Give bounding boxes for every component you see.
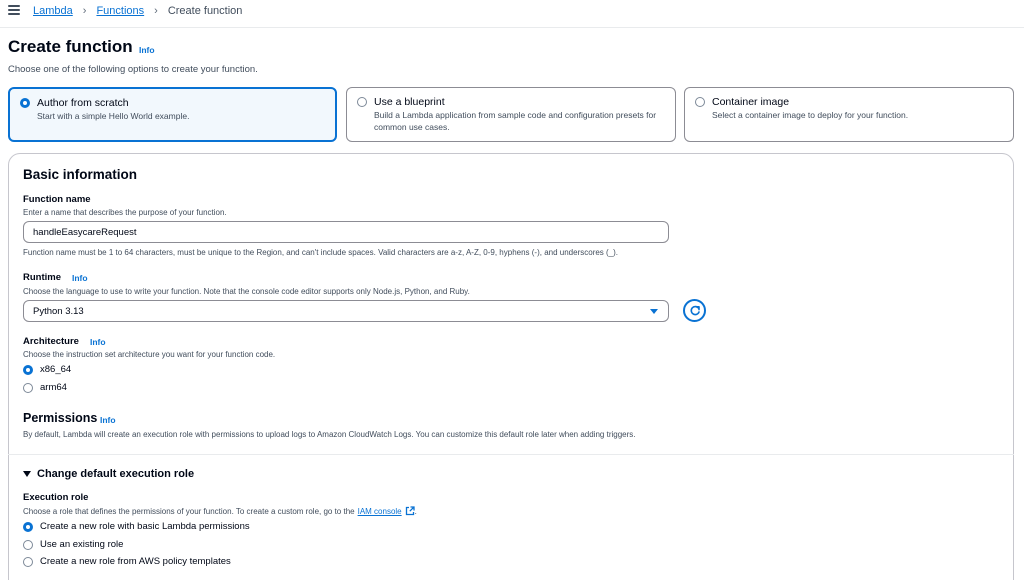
runtime-label: Runtime: [23, 272, 61, 283]
page-description: Choose one of the following options to create your function.: [8, 64, 258, 75]
radio-use-blueprint[interactable]: [357, 97, 367, 107]
option-description: Select a container image to deploy for your function.: [712, 110, 909, 120]
radio-label: Create a new role from AWS policy templates: [40, 556, 231, 567]
caret-down-icon: [23, 471, 31, 477]
breadcrumb-functions[interactable]: Functions: [96, 5, 145, 17]
radio-author-from-scratch[interactable]: [20, 98, 30, 108]
role-option-existing[interactable]: [23, 539, 123, 550]
option-title: Use a blueprint: [374, 96, 445, 108]
caret-down-icon: [650, 309, 658, 314]
runtime-select[interactable]: [23, 300, 669, 322]
header-divider: [0, 27, 1024, 28]
iam-console-link[interactable]: IAM console: [357, 506, 402, 516]
option-description: Build a Lambda application from sample code and configuration presets for common use cases.: [374, 110, 657, 132]
option-description: Start with a simple Hello World example.: [37, 111, 190, 121]
radio-label: x86_64: [40, 364, 72, 375]
architecture-info-link[interactable]: Info: [90, 337, 106, 347]
breadcrumb: [33, 5, 242, 17]
option-author-from-scratch[interactable]: [8, 87, 337, 142]
option-title: Container image: [712, 96, 790, 108]
option-container-image[interactable]: [684, 87, 1014, 142]
radio-new-basic-role[interactable]: [23, 522, 33, 532]
function-name-label: Function name: [23, 194, 91, 205]
option-use-blueprint[interactable]: [346, 87, 676, 142]
refresh-icon: [689, 305, 701, 317]
title-info-link[interactable]: Info: [139, 45, 155, 55]
radio-label: arm64: [40, 382, 67, 393]
role-option-new-basic[interactable]: [23, 521, 250, 532]
description-suffix: .: [414, 506, 417, 516]
refresh-runtime-button[interactable]: [683, 299, 706, 322]
page-title: Create function: [8, 37, 133, 56]
chevron-right-icon: ›: [154, 5, 158, 17]
architecture-label: Architecture: [23, 336, 79, 347]
execution-role-description: [23, 506, 417, 516]
toggle-label: Change default execution role: [37, 468, 195, 480]
runtime-info-link[interactable]: Info: [72, 273, 88, 283]
description-text: Choose a role that defines the permissions of your function. To create a custom role, go to the: [23, 506, 355, 516]
menu-icon[interactable]: [8, 5, 20, 15]
section-divider: [8, 454, 1014, 455]
radio-x86[interactable]: [23, 365, 33, 375]
permissions-description: By default, Lambda will create an execution role with permissions to upload logs to Amazon CloudWatch Logs. You can customize this default role later when adding triggers.: [23, 430, 636, 439]
breadcrumb-current: Create function: [167, 5, 243, 17]
role-option-policy-templates[interactable]: [23, 556, 231, 567]
permissions-info-link[interactable]: Info: [100, 415, 116, 425]
radio-existing-role[interactable]: [23, 540, 33, 550]
runtime-value: Python 3.13: [33, 306, 84, 317]
external-link-icon[interactable]: [405, 506, 415, 516]
radio-container-image[interactable]: [695, 97, 705, 107]
function-name-input[interactable]: handleEasycareRequest: [23, 221, 669, 243]
function-name-constraint: Function name must be 1 to 64 characters, must be unique to the Region, and can't include spaces. Valid characters are a-z, A-Z, 0-9, hyphens (-), and underscores (_).: [23, 248, 619, 257]
radio-label: Use an existing role: [40, 539, 124, 550]
basic-information-title: Basic information: [23, 167, 138, 182]
chevron-right-icon: ›: [82, 5, 87, 17]
option-title: Author from scratch: [37, 97, 129, 109]
radio-label: Create a new role with basic Lambda permissions: [40, 521, 250, 532]
architecture-option-x86[interactable]: [23, 364, 71, 375]
runtime-description: Choose the language to use to write your function. Note that the console code editor supports only Node.js, Python, and Ruby.: [23, 287, 470, 296]
architecture-option-arm64[interactable]: [23, 382, 67, 393]
execution-role-label: Execution role: [23, 492, 89, 503]
change-execution-role-toggle[interactable]: [23, 468, 194, 480]
permissions-title: Permissions: [23, 411, 98, 425]
function-name-description: Enter a name that describes the purpose of your function.: [23, 208, 227, 217]
breadcrumb-lambda[interactable]: Lambda: [33, 5, 73, 17]
radio-policy-templates[interactable]: [23, 557, 33, 567]
architecture-description: Choose the instruction set architecture you want for your function code.: [23, 350, 276, 359]
radio-arm64[interactable]: [23, 383, 33, 393]
